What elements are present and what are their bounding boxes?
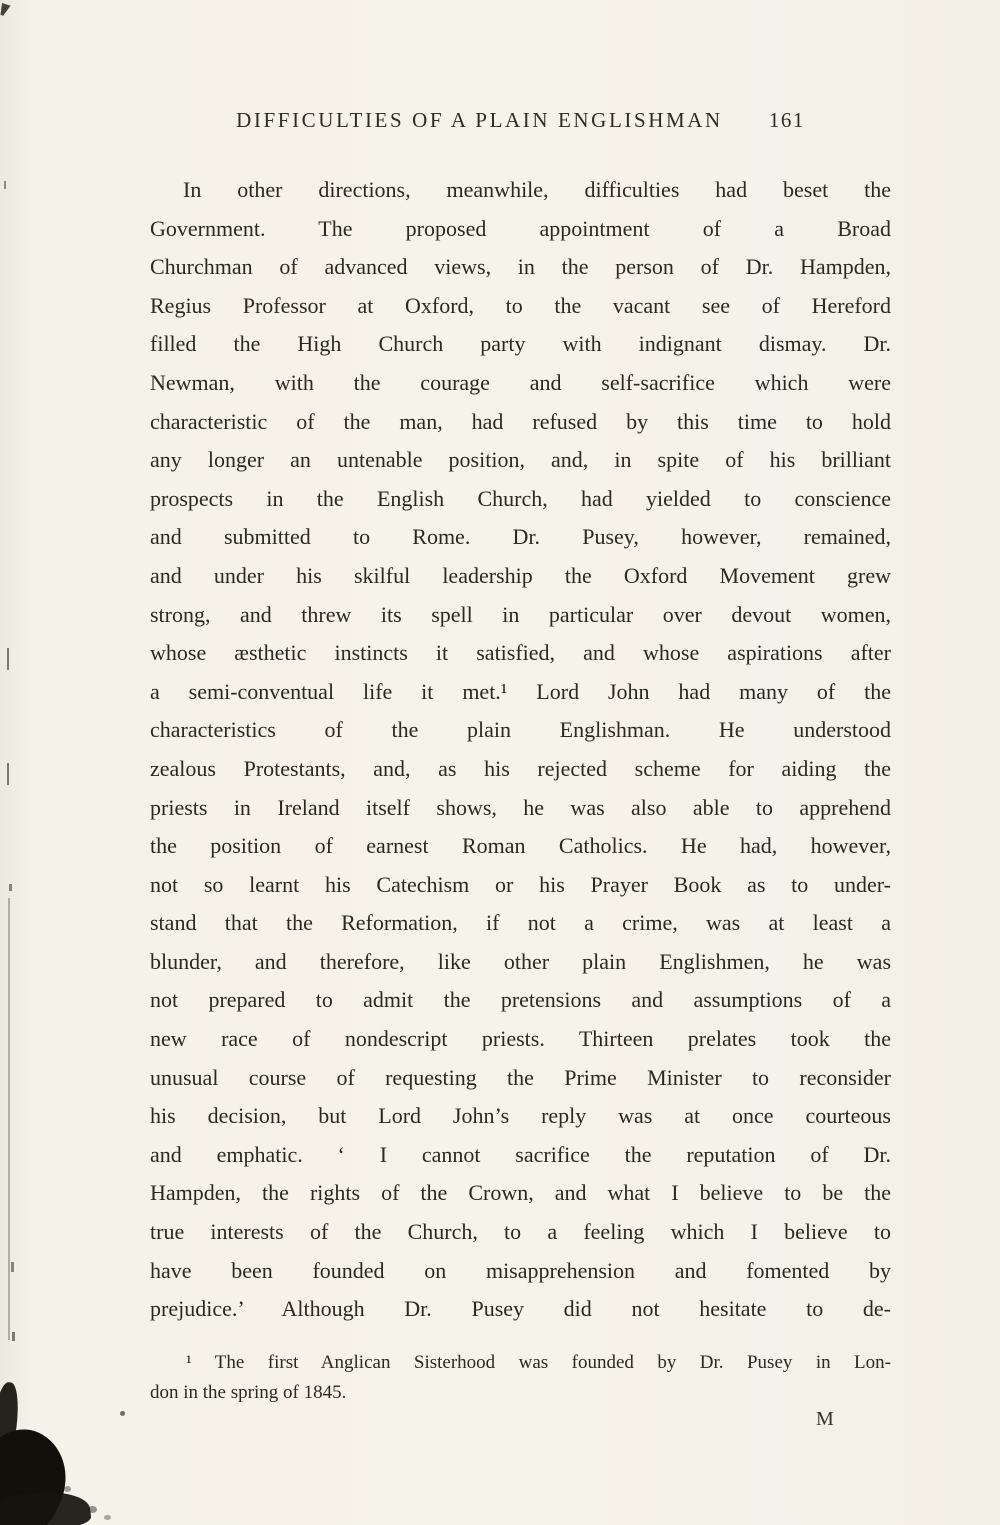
body-text-line: strong, and threw its spell in particular over devout women, <box>150 601 891 627</box>
body-text-line: zealous Protestants, and, as his rejected scheme for aiding the <box>150 755 891 781</box>
printer-signature: M <box>816 1408 835 1430</box>
scan-artifact-edge-line <box>8 898 10 1340</box>
body-text-line: priests in Ireland itself shows, he was also able to apprehend <box>150 794 891 820</box>
body-text-line: prospects in the English Church, had yielded to conscience <box>150 485 891 511</box>
page-header <box>150 108 891 133</box>
body-text-line: whose æsthetic instincts it satisfied, and whose aspirations after <box>150 640 891 666</box>
scan-artifact-corner-mark <box>0 3 11 17</box>
scan-artifact-dot <box>120 1411 125 1416</box>
body-text-line: and under his skilful leadership the Oxford Movement grew <box>150 562 891 588</box>
body-text-line: stand that the Reformation, if not a crime, was at least a <box>150 910 891 936</box>
scan-artifact-edge-tick <box>12 1332 15 1341</box>
scan-artifact-speck <box>64 1486 71 1492</box>
body-text-line: true interests of the Church, to a feeling which I believe to <box>150 1219 891 1245</box>
body-text-line: any longer an untenable position, and, in spite of his brilliant <box>150 447 891 473</box>
body-text-line: not prepared to admit the pretensions and assumptions of a <box>150 987 891 1013</box>
body-text-line: have been founded on misapprehension and fomented by <box>150 1257 891 1283</box>
body-text-line: filled the High Church party with indignant dismay. Dr. <box>150 331 891 357</box>
scan-artifact-edge-tick <box>4 181 6 189</box>
body-text-line: and submitted to Rome. Dr. Pusey, however, remained, <box>150 524 891 550</box>
scan-artifact-edge-tick <box>9 884 12 891</box>
body-text-line: a semi-conventual life it met.¹ Lord John had many of the <box>150 678 891 704</box>
scan-artifact-speck <box>104 1515 111 1520</box>
body-text-line: not so learnt his Catechism or his Prayer Book as to under- <box>150 871 891 897</box>
body-text-line: new race of nondescript priests. Thirteen prelates took the <box>150 1026 891 1052</box>
scan-artifact-edge-tick <box>7 648 9 670</box>
footnote-line: ¹ The first Anglican Sisterhood was founded by Dr. Pusey in Lon- <box>186 1352 891 1373</box>
body-text-line: characteristics of the plain Englishman. He understood <box>150 717 891 743</box>
body-text-line: Government. The proposed appointment of a Broad <box>150 215 891 241</box>
body-text-line: characteristic of the man, had refused by this time to hold <box>150 408 891 434</box>
body-text-line: Newman, with the courage and self-sacrifice which were <box>150 369 891 395</box>
body-text-line: prejudice.’ Although Dr. Pusey did not hesitate to de- <box>150 1296 891 1322</box>
body-text-line: In other directions, meanwhile, difficulties had beset the <box>183 177 891 202</box>
body-text-line: Regius Professor at Oxford, to the vacant see of Hereford <box>150 292 891 318</box>
page-number: 161 <box>768 108 805 132</box>
body-text-line: and emphatic. ‘ I cannot sacrifice the reputation of Dr. <box>150 1141 891 1167</box>
body-text-line: blunder, and therefore, like other plain Englishmen, he was <box>150 948 891 974</box>
body-text-line: unusual course of requesting the Prime Minister to reconsider <box>150 1064 891 1090</box>
body-text-line: the position of earnest Roman Catholics. He had, however, <box>150 833 891 859</box>
body-text-line: Churchman of advanced views, in the person of Dr. Hampden, <box>150 254 891 280</box>
body-text-line: Hampden, the rights of the Crown, and what I believe to be the <box>150 1180 891 1206</box>
scan-artifact-edge-tick <box>11 1262 14 1272</box>
body-text-line: his decision, but Lord John’s reply was at once courteous <box>150 1103 891 1129</box>
scan-artifact-speck <box>88 1506 97 1513</box>
footnote <box>150 1348 891 1407</box>
scan-artifact-edge-tick <box>7 763 9 785</box>
footnote-line: don in the spring of 1845. <box>150 1381 347 1403</box>
body-text <box>150 171 891 1329</box>
running-title: DIFFICULTIES OF A PLAIN ENGLISHMAN <box>236 108 723 132</box>
